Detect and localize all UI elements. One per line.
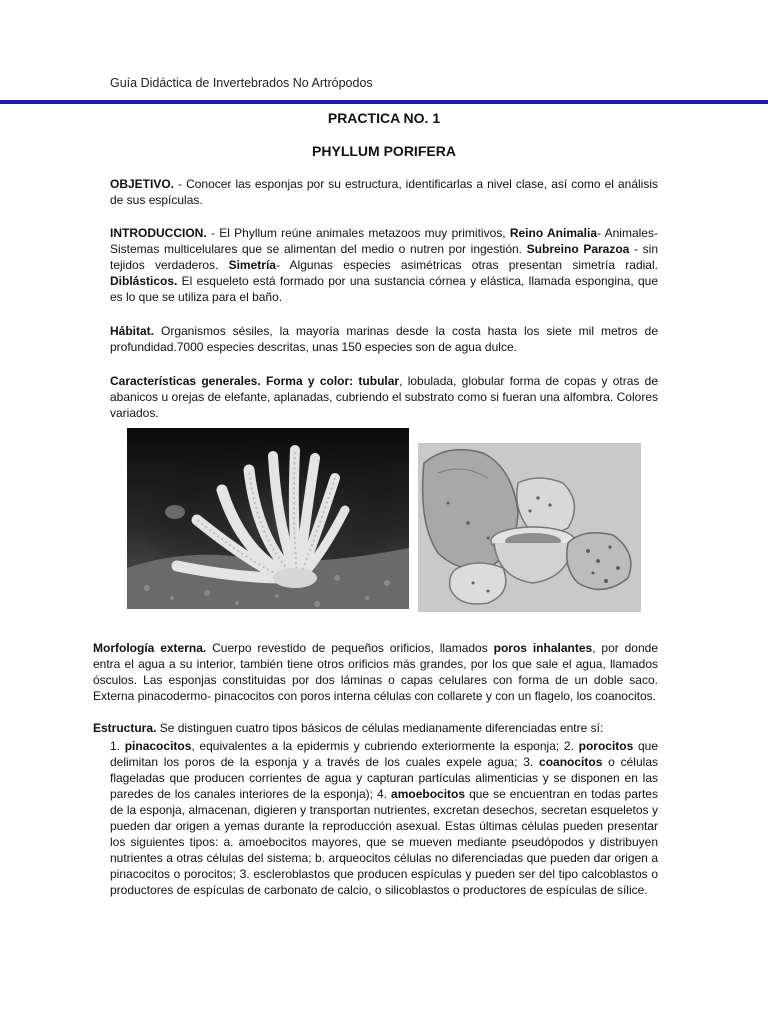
characteristics-label: Características generales. Forma y color: tubular xyxy=(110,374,400,388)
cup-sponges-photo xyxy=(418,443,641,612)
practice-title: PRACTICA NO. 1 xyxy=(327,110,441,126)
cell-types-paragraph: 1. pinacocitos, equivalentes a la epidermis y cubriendo exteriormente la esponja; 2. porocitos que delimitan los poros de la esponja y a través de los cuales expele agua; 3. coanocitos o células flageladas que producen corrientes de agua y capturan partículas alimenticias y se disponen en las paredes de los canales interiores de la esponja); 4. amoebocitos que se encuentran en todas partes de la esponja, almacenan, digieren y transportan nutrientes, excretan desechos, secretan esqueletos y pueden dar origen a yemas durante la reproducción asexual. Estas últimas células pueden presentar los siguientes tipos: a. amoebocitos mayores, que se mueven mediante pseudópodos y distribuyen nutrientes a otras células del sistema; b. arqueocitos células no diferenciadas que pueden dar origen a pinacocitos o porocitos; 3. escleroblastos que producen espículas y pueden ser del tipo calcoblastos o productores de espículas de carbonato de calcio, o silicoblastos o productores de espículas de sílice. xyxy=(110,739,659,897)
introduction-label: INTRODUCCION. xyxy=(110,226,207,240)
introduction-paragraph: INTRODUCCION. - El Phyllum reúne animales metazoos muy primitivos, Reino Animalia- Animales- Sistemas multicelulares que se alimentan del medio o nutren por ingestión. Subreino Parazoa - sin tejidos verdaderos. Simetría- Algunas especies asimétricas otras presentan simetría radial. Diblásticos. El esqueleto está formado por una sustancia córnea y elástica, llamada espongina, que es lo que se utiliza para el baño. xyxy=(110,226,658,304)
characteristics-paragraph: Características generales. Forma y color: tubular, lobulada, globular forma de copas y otras de abanicos u orejas de elefante, aplanadas, cubriendo el substrato como si fueran una alfombra. Colores variados. xyxy=(110,374,658,420)
running-header: Guía Didáctica de Invertebrados No Artrópodos xyxy=(110,76,373,90)
structure-paragraph: Estructura. Se distinguen cuatro tipos básicos de células medianamente diferenciadas entre sí: xyxy=(93,721,604,735)
objective-label: OBJETIVO. xyxy=(110,177,175,191)
morphology-paragraph: Morfología externa. Cuerpo revestido de pequeños orificios, llamados poros inhalantes, por donde entra el agua a su interior, también tiene otros orificios más grandes, por los que sale el agua, llamados ósculos. Las esponjas constituidas por dos láminas o capas celulares con forma de un doble saco. Externa pinacodermo- pinacocitos con poros interna células con collarete y con un flagelo, los coanocitos. xyxy=(93,641,659,703)
objective-paragraph: OBJETIVO. - Conocer las esponjas por su estructura, identificarlas a nivel clase, así como el análisis de sus espículas. xyxy=(110,177,658,207)
habitat-label: Hábitat. xyxy=(110,324,155,338)
header-rule xyxy=(0,100,768,104)
structure-label: Estructura. xyxy=(93,721,157,735)
phylum-title: PHYLLUM PORIFERA xyxy=(312,143,456,159)
tubular-sponge-photo xyxy=(127,428,409,609)
habitat-paragraph: Hábitat. Organismos sésiles, la mayoría marinas desde la costa hasta los siete mil metros de profundidad.7000 especies descritas, unas 150 especies son de agua dulce. xyxy=(110,324,658,354)
morphology-label: Morfología externa. xyxy=(93,641,207,655)
